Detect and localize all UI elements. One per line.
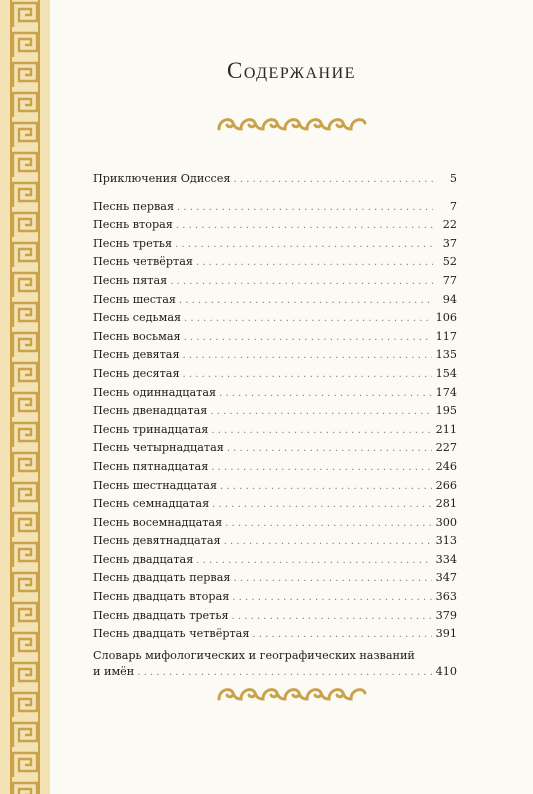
dot-leader xyxy=(184,332,432,343)
toc-entry-page: 94 xyxy=(442,292,457,306)
toc-entry-song[interactable] xyxy=(93,237,457,256)
dot-leader xyxy=(176,220,433,231)
toc-entry-label: Песнь тринадцатая xyxy=(93,422,209,436)
decorative-border xyxy=(0,0,50,794)
toc-entry-page: 363 xyxy=(435,590,457,604)
toc-entry-page: 106 xyxy=(435,311,457,325)
toc-entry-page: 391 xyxy=(435,627,457,641)
dot-leader xyxy=(179,295,433,306)
toc-entry-label: Песнь шестнадцатая xyxy=(93,478,218,492)
toc-entry-song[interactable] xyxy=(93,479,457,498)
toc-entry-label: Песнь двадцатая xyxy=(93,552,194,566)
dot-leader xyxy=(220,481,432,492)
toc-entry-page: 22 xyxy=(442,218,457,232)
toc-entry-label: Песнь двадцать третья xyxy=(93,608,229,622)
toc-entry-page: 246 xyxy=(435,459,457,473)
dot-leader xyxy=(175,239,433,250)
toc-entry-page: 300 xyxy=(435,515,457,529)
toc-entry-page: 313 xyxy=(435,534,457,548)
toc-entry-page: 154 xyxy=(435,366,457,380)
dot-leader xyxy=(211,425,431,436)
dot-leader xyxy=(227,443,432,454)
dot-leader xyxy=(224,536,432,547)
toc-entry-page: 266 xyxy=(435,478,457,492)
toc-entry-song[interactable] xyxy=(93,348,457,367)
toc-entry-page: 37 xyxy=(442,236,457,250)
toc-entry-page: 347 xyxy=(435,571,457,585)
toc-entry-song[interactable] xyxy=(93,571,457,590)
toc-entry-song[interactable] xyxy=(93,255,457,274)
toc-entry-song[interactable] xyxy=(93,553,457,572)
toc-entry-page: 5 xyxy=(449,172,457,185)
toc-entry-label: Песнь третья xyxy=(93,236,173,250)
toc-entry-page: 77 xyxy=(442,273,457,287)
toc-entry-label: Песнь седьмая xyxy=(93,311,182,325)
toc-entry-label: Песнь пятая xyxy=(93,273,168,287)
dot-leader xyxy=(233,573,431,584)
toc-entry-glossary[interactable] xyxy=(93,649,457,681)
toc-entry-page: 410 xyxy=(435,664,457,678)
toc-entry-page: 174 xyxy=(435,385,457,399)
toc-entry-song[interactable] xyxy=(93,386,457,405)
toc-entry-label: Песнь одиннадцатая xyxy=(93,385,217,399)
toc-entry-page: 379 xyxy=(435,608,457,622)
toc-entry-song[interactable] xyxy=(93,609,457,628)
toc-entry-song[interactable] xyxy=(93,367,457,386)
dot-leader xyxy=(170,276,433,287)
toc-entry-song[interactable] xyxy=(93,516,457,535)
toc-entry-song[interactable] xyxy=(93,218,457,237)
dot-leader xyxy=(212,499,432,510)
toc-entry-label: Песнь девятнадцатая xyxy=(93,534,221,548)
dot-leader xyxy=(210,406,431,417)
toc-entry-label: Песнь двенадцатая xyxy=(93,404,208,418)
toc-entry-song[interactable] xyxy=(93,534,457,553)
toc-entry-label: Песнь пятнадцатая xyxy=(93,459,209,473)
dot-leader xyxy=(177,202,433,213)
dot-leader xyxy=(225,518,431,529)
greek-key-border-icon xyxy=(10,0,40,794)
toc-entry-label: Песнь четырнадцатая xyxy=(93,441,224,455)
toc-entry-song[interactable] xyxy=(93,460,457,479)
toc-entry-song[interactable] xyxy=(93,311,457,330)
toc-entry-label: Приключения Одиссея xyxy=(93,172,231,185)
toc-entry-page: 52 xyxy=(442,255,457,269)
toc-entry-page: 135 xyxy=(435,348,457,362)
toc-entry-song[interactable] xyxy=(93,590,457,609)
toc-entry-label: Песнь восьмая xyxy=(93,329,181,343)
dot-leader xyxy=(196,257,433,268)
toc-entry-label: Песнь восемнадцатая xyxy=(93,515,223,529)
dot-leader xyxy=(232,611,432,622)
toc-entry-label: Песнь первая xyxy=(93,199,175,213)
dot-leader xyxy=(252,629,431,640)
toc-entry-page: 334 xyxy=(435,552,457,566)
dot-leader xyxy=(183,369,432,380)
dot-leader xyxy=(184,313,432,324)
wave-ornament-icon xyxy=(215,681,369,705)
toc-entry-label: Песнь девятая xyxy=(93,348,180,362)
toc-entry-label: Песнь двадцать первая xyxy=(93,571,231,585)
toc-entry-song[interactable] xyxy=(93,293,457,312)
toc-entry-song[interactable] xyxy=(93,441,457,460)
toc-entry-label: Словарь мифологических и географических названий xyxy=(93,648,415,662)
table-of-contents xyxy=(93,172,457,681)
toc-entry-label: Песнь двадцать вторая xyxy=(93,590,230,604)
toc-entry-song[interactable] xyxy=(93,404,457,423)
toc-entry-label: Песнь вторая xyxy=(93,218,173,232)
toc-entry-page: 211 xyxy=(435,422,457,436)
dot-leader xyxy=(219,388,432,399)
dot-leader xyxy=(183,350,432,361)
dot-leader xyxy=(211,462,431,473)
wave-ornament-icon xyxy=(215,111,369,135)
toc-entry-page: 227 xyxy=(435,441,457,455)
dot-leader xyxy=(233,174,433,185)
toc-entry-song[interactable] xyxy=(93,497,457,516)
toc-entry-label: Песнь десятая xyxy=(93,366,180,380)
toc-entry-song[interactable] xyxy=(93,274,457,293)
dot-leader xyxy=(232,592,431,603)
toc-entry-page: 281 xyxy=(435,497,457,511)
toc-entry-label: Песнь четвёртая xyxy=(93,255,193,269)
toc-entry-label: Песнь двадцать четвёртая xyxy=(93,627,250,641)
toc-entry-label: Песнь семнадцатая xyxy=(93,497,210,511)
page-title: Содержание xyxy=(227,58,356,83)
toc-entry-song[interactable] xyxy=(93,330,457,349)
toc-entry-page: 195 xyxy=(435,404,457,418)
dot-leader xyxy=(196,555,431,566)
toc-entry-song[interactable] xyxy=(93,423,457,442)
toc-entry-page: 117 xyxy=(435,329,457,343)
toc-entry-intro[interactable] xyxy=(93,172,457,191)
dot-leader xyxy=(137,667,431,678)
toc-entry-song[interactable] xyxy=(93,627,457,646)
toc-entry-song[interactable] xyxy=(93,200,457,219)
toc-entry-label-cont: и имён xyxy=(93,664,135,678)
toc-entry-label: Песнь шестая xyxy=(93,292,176,306)
toc-entry-page: 7 xyxy=(449,199,457,213)
